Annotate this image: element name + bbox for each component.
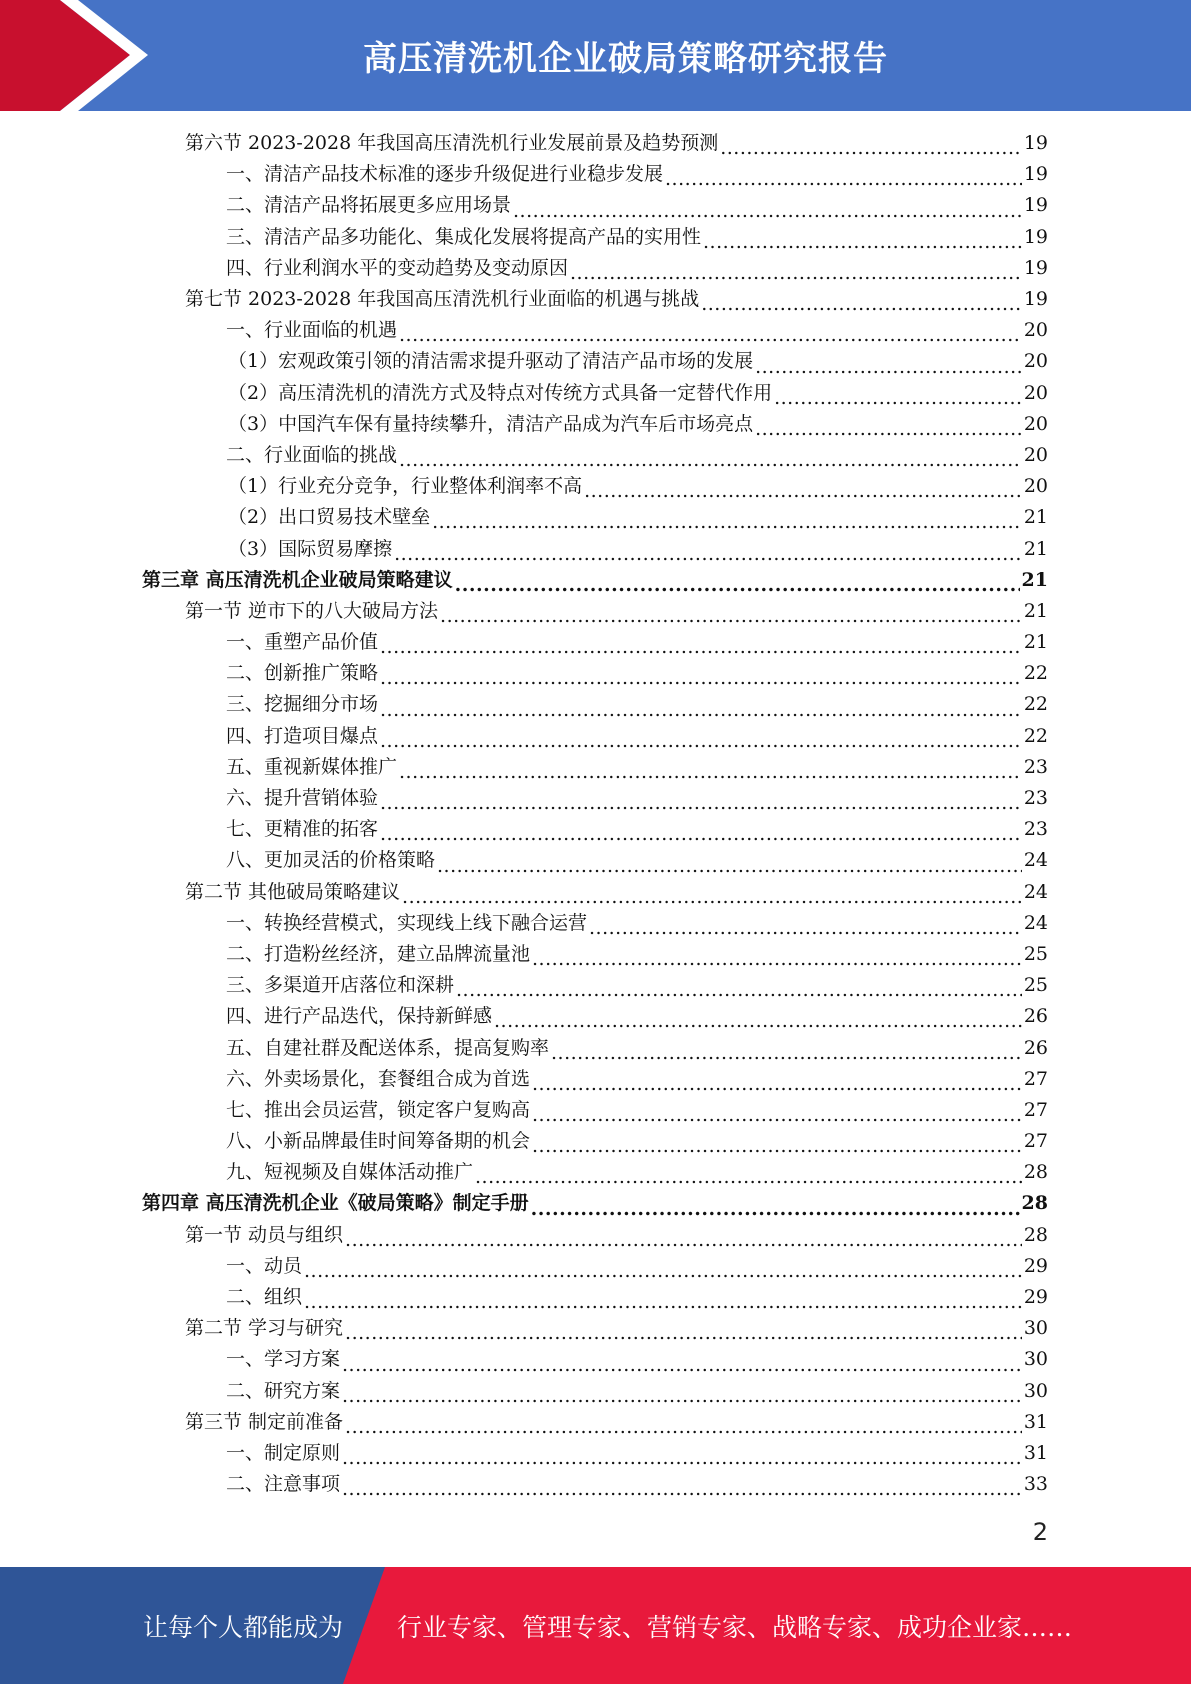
toc-dot-leader: [399, 324, 1022, 346]
toc-entry[interactable]: [0, 877, 1191, 908]
toc-entry[interactable]: [0, 939, 1191, 970]
toc-entry[interactable]: [0, 1032, 1191, 1063]
toc-entry[interactable]: [0, 908, 1191, 939]
toc-entry[interactable]: [0, 1095, 1191, 1126]
toc-entry-page: 28: [1023, 1161, 1048, 1184]
toc-entry-title: 二、注意事项: [226, 1473, 341, 1496]
toc-entry-page: 31: [1023, 1441, 1048, 1464]
toc-entry-title: 第二节 其他破局策略建议: [185, 880, 401, 903]
toc-entry-title: 二、打造粉丝经济，建立品牌流量池: [226, 942, 531, 965]
table-of-contents: [0, 128, 1191, 1500]
toc-entry-title: 六、外卖场景化，套餐组合成为首选: [226, 1067, 531, 1090]
toc-entry-page: 25: [1023, 942, 1048, 965]
toc-entry-title: （2）高压清洗机的清洗方式及特点对传统方式具备一定替代作用: [228, 381, 773, 404]
toc-dot-leader: [755, 418, 1022, 440]
toc-dot-leader: [455, 574, 1020, 596]
toc-entry-title: 第七节 2023-2028 年我国高压清洗机行业面临的机遇与挑战: [185, 288, 700, 311]
toc-entry[interactable]: [0, 721, 1191, 752]
toc-entry[interactable]: [0, 627, 1191, 658]
toc-dot-leader: [342, 1447, 1022, 1469]
toc-entry-title: 二、研究方案: [226, 1379, 341, 1402]
toc-entry[interactable]: [0, 1157, 1191, 1188]
toc-dot-leader: [494, 1010, 1022, 1032]
toc-entry-page: 26: [1023, 1036, 1048, 1059]
toc-entry-page: 20: [1023, 475, 1048, 498]
toc-entry-page: 20: [1023, 319, 1048, 342]
toc-entry-page: 27: [1023, 1130, 1048, 1153]
toc-dot-leader: [380, 792, 1022, 814]
toc-entry-page: 24: [1023, 911, 1048, 934]
toc-entry-page: 20: [1023, 412, 1048, 435]
toc-entry[interactable]: [0, 1188, 1191, 1219]
toc-entry[interactable]: [0, 533, 1191, 564]
toc-dot-leader: [394, 543, 1022, 565]
toc-entry-title: 第一节 逆市下的八大破局方法: [185, 599, 439, 622]
toc-entry-page: 19: [1023, 163, 1048, 186]
toc-entry-page: 21: [1023, 537, 1048, 560]
toc-dot-leader: [380, 823, 1022, 845]
toc-entry[interactable]: [0, 689, 1191, 720]
toc-dot-leader: [532, 1104, 1022, 1126]
toc-dot-leader: [399, 761, 1022, 783]
toc-entry-page: 23: [1023, 818, 1048, 841]
footer-slogan-right: 行业专家、管理专家、营销专家、战略专家、成功企业家……: [397, 1612, 1073, 1642]
toc-entry[interactable]: [0, 1438, 1191, 1469]
toc-dot-leader: [304, 1291, 1022, 1313]
toc-entry-title: 四、行业利润水平的变动趋势及变动原因: [226, 256, 569, 279]
toc-entry[interactable]: [0, 190, 1191, 221]
toc-entry-title: 八、更加灵活的价格策略: [226, 849, 436, 872]
toc-entry[interactable]: [0, 253, 1191, 284]
toc-entry-title: 第一节 动员与组织: [185, 1223, 344, 1246]
toc-entry[interactable]: [0, 1282, 1191, 1313]
toc-entry-title: （3）国际贸易摩擦: [228, 537, 393, 560]
toc-dot-leader: [345, 1322, 1022, 1344]
toc-entry-title: 一、重塑产品价值: [226, 631, 379, 654]
toc-dot-leader: [531, 1198, 1020, 1220]
page-number: 2: [1032, 1518, 1048, 1546]
toc-entry-title: 四、打造项目爆点: [226, 724, 379, 747]
toc-entry-title: （3）中国汽车保有量持续攀升，清洁产品成为汽车后市场亮点: [228, 412, 754, 435]
toc-entry-title: 八、小新品牌最佳时间筹备期的机会: [226, 1130, 531, 1153]
toc-dot-leader: [380, 730, 1022, 752]
toc-dot-leader: [774, 387, 1022, 409]
toc-entry-page: 19: [1023, 256, 1048, 279]
toc-entry-page: 19: [1023, 288, 1048, 311]
toc-entry-title: （2）出口贸易技术壁垒: [228, 506, 431, 529]
toc-entry-title: （1）行业充分竞争，行业整体利润率不高: [228, 475, 583, 498]
toc-entry-page: 20: [1023, 443, 1048, 466]
toc-entry-page: 23: [1023, 755, 1048, 778]
toc-dot-leader: [437, 855, 1022, 877]
toc-dot-leader: [513, 200, 1022, 222]
toc-dot-leader: [570, 262, 1022, 284]
toc-entry-title: 第三节 制定前准备: [185, 1410, 344, 1433]
toc-entry-page: 27: [1023, 1067, 1048, 1090]
toc-entry[interactable]: [0, 502, 1191, 533]
toc-dot-leader: [342, 1478, 1022, 1500]
toc-entry[interactable]: [0, 1251, 1191, 1282]
toc-entry-title: 一、学习方案: [226, 1348, 341, 1371]
toc-dot-leader: [380, 667, 1022, 689]
toc-entry-page: 21: [1023, 506, 1048, 529]
toc-entry-title: 二、行业面临的挑战: [226, 443, 398, 466]
toc-entry[interactable]: [0, 128, 1191, 159]
toc-dot-leader: [475, 1166, 1022, 1188]
toc-entry[interactable]: [0, 970, 1191, 1001]
toc-entry-page: 21: [1021, 568, 1048, 591]
toc-entry-page: 23: [1023, 787, 1048, 810]
toc-entry-title: 第四章 高压清洗机企业《破局策略》制定手册: [142, 1192, 529, 1215]
toc-entry-page: 20: [1023, 350, 1048, 373]
toc-dot-leader: [432, 511, 1022, 533]
toc-entry-page: 27: [1023, 1098, 1048, 1121]
toc-dot-leader: [342, 1385, 1022, 1407]
toc-entry-page: 26: [1023, 1005, 1048, 1028]
toc-dot-leader: [755, 356, 1022, 378]
toc-dot-leader: [532, 948, 1022, 970]
toc-entry[interactable]: [0, 658, 1191, 689]
toc-dot-leader: [342, 1354, 1022, 1376]
toc-entry-title: 第二节 学习与研究: [185, 1317, 344, 1340]
toc-entry[interactable]: [0, 1376, 1191, 1407]
header-arrow-decoration: [0, 0, 160, 111]
toc-entry-title: 一、行业面临的机遇: [226, 319, 398, 342]
toc-entry-page: 24: [1023, 849, 1048, 872]
toc-entry-page: 31: [1023, 1410, 1048, 1433]
toc-entry-title: 第六节 2023-2028 年我国高压清洗机行业发展前景及趋势预测: [185, 132, 719, 155]
toc-entry-title: 七、更精准的拓客: [226, 818, 379, 841]
toc-entry-page: 30: [1023, 1317, 1048, 1340]
toc-entry[interactable]: [0, 1469, 1191, 1500]
toc-entry[interactable]: [0, 845, 1191, 876]
footer-slogan-left: 让每个人都能成为: [143, 1612, 344, 1642]
toc-entry-page: 20: [1023, 381, 1048, 404]
toc-dot-leader: [551, 1042, 1022, 1064]
toc-entry-page: 22: [1023, 662, 1048, 685]
toc-entry-page: 30: [1023, 1348, 1048, 1371]
toc-entry-page: 28: [1021, 1192, 1048, 1215]
toc-entry[interactable]: [0, 378, 1191, 409]
toc-entry[interactable]: [0, 440, 1191, 471]
toc-entry-page: 29: [1023, 1254, 1048, 1277]
toc-dot-leader: [304, 1260, 1022, 1282]
toc-dot-leader: [345, 1229, 1022, 1251]
toc-entry-page: 29: [1023, 1286, 1048, 1309]
toc-entry-title: 三、清洁产品多功能化、集成化发展将提高产品的实用性: [226, 225, 702, 248]
toc-entry-page: 33: [1023, 1473, 1048, 1496]
toc-entry[interactable]: [0, 596, 1191, 627]
toc-entry-title: 四、进行产品迭代，保持新鲜感: [226, 1005, 493, 1028]
toc-entry-title: 第三章 高压清洗机企业破局策略建议: [142, 568, 453, 591]
toc-entry-page: 21: [1023, 599, 1048, 622]
toc-entry-page: 19: [1023, 132, 1048, 155]
toc-entry-title: 二、组织: [226, 1286, 303, 1309]
toc-entry[interactable]: [0, 284, 1191, 315]
toc-dot-leader: [589, 917, 1022, 939]
toc-dot-leader: [440, 605, 1022, 627]
toc-entry-title: 七、推出会员运营，锁定客户复购高: [226, 1098, 531, 1121]
toc-dot-leader: [399, 449, 1022, 471]
toc-dot-leader: [532, 1135, 1022, 1157]
toc-dot-leader: [345, 1416, 1022, 1438]
toc-entry-page: 19: [1023, 194, 1048, 217]
toc-dot-leader: [665, 168, 1022, 190]
toc-entry[interactable]: [0, 565, 1191, 596]
toc-dot-leader: [701, 293, 1022, 315]
toc-entry[interactable]: [0, 346, 1191, 377]
toc-entry-page: 25: [1023, 974, 1048, 997]
toc-entry-title: 三、多渠道开店落位和深耕: [226, 974, 455, 997]
toc-entry-page: 24: [1023, 880, 1048, 903]
toc-entry-page: 22: [1023, 693, 1048, 716]
toc-entry[interactable]: [0, 1407, 1191, 1438]
toc-dot-leader: [380, 699, 1022, 721]
toc-entry[interactable]: [0, 1313, 1191, 1344]
toc-entry[interactable]: [0, 222, 1191, 253]
toc-entry-title: 五、自建社群及配送体系，提高复购率: [226, 1036, 550, 1059]
toc-entry-title: 六、提升营销体验: [226, 787, 379, 810]
toc-entry[interactable]: [0, 1220, 1191, 1251]
toc-entry[interactable]: [0, 783, 1191, 814]
toc-entry[interactable]: [0, 409, 1191, 440]
toc-dot-leader: [703, 231, 1022, 253]
toc-entry-title: 三、挖掘细分市场: [226, 693, 379, 716]
toc-entry-title: （1）宏观政策引领的清洁需求提升驱动了清洁产品市场的发展: [228, 350, 754, 373]
toc-entry-title: 一、动员: [226, 1254, 303, 1277]
page-header: [0, 0, 1191, 111]
toc-entry-page: 22: [1023, 724, 1048, 747]
toc-dot-leader: [584, 480, 1022, 502]
toc-entry-title: 一、转换经营模式，实现线上线下融合运营: [226, 911, 588, 934]
toc-dot-leader: [380, 636, 1022, 658]
toc-entry-title: 一、制定原则: [226, 1441, 341, 1464]
toc-entry[interactable]: [0, 1064, 1191, 1095]
toc-entry-title: 一、清洁产品技术标准的逐步升级促进行业稳步发展: [226, 163, 664, 186]
toc-entry[interactable]: [0, 315, 1191, 346]
toc-dot-leader: [456, 979, 1022, 1001]
toc-entry[interactable]: [0, 1126, 1191, 1157]
toc-entry[interactable]: [0, 814, 1191, 845]
page-footer: [0, 1567, 1191, 1684]
toc-dot-leader: [720, 137, 1022, 159]
toc-entry-title: 二、清洁产品将拓展更多应用场景: [226, 194, 512, 217]
toc-entry-page: 28: [1023, 1223, 1048, 1246]
toc-entry-title: 二、创新推广策略: [226, 662, 379, 685]
toc-entry-title: 五、重视新媒体推广: [226, 755, 398, 778]
toc-entry-page: 30: [1023, 1379, 1048, 1402]
document-title: 高压清洗机企业破局策略研究报告: [363, 39, 888, 79]
toc-entry[interactable]: [0, 159, 1191, 190]
toc-entry-page: 21: [1023, 631, 1048, 654]
toc-entry[interactable]: [0, 752, 1191, 783]
toc-entry[interactable]: [0, 1344, 1191, 1375]
toc-entry[interactable]: [0, 1001, 1191, 1032]
toc-entry-title: 九、短视频及自媒体活动推广: [226, 1161, 474, 1184]
toc-dot-leader: [532, 1073, 1022, 1095]
toc-dot-leader: [402, 886, 1022, 908]
toc-entry-page: 19: [1023, 225, 1048, 248]
toc-entry[interactable]: [0, 471, 1191, 502]
